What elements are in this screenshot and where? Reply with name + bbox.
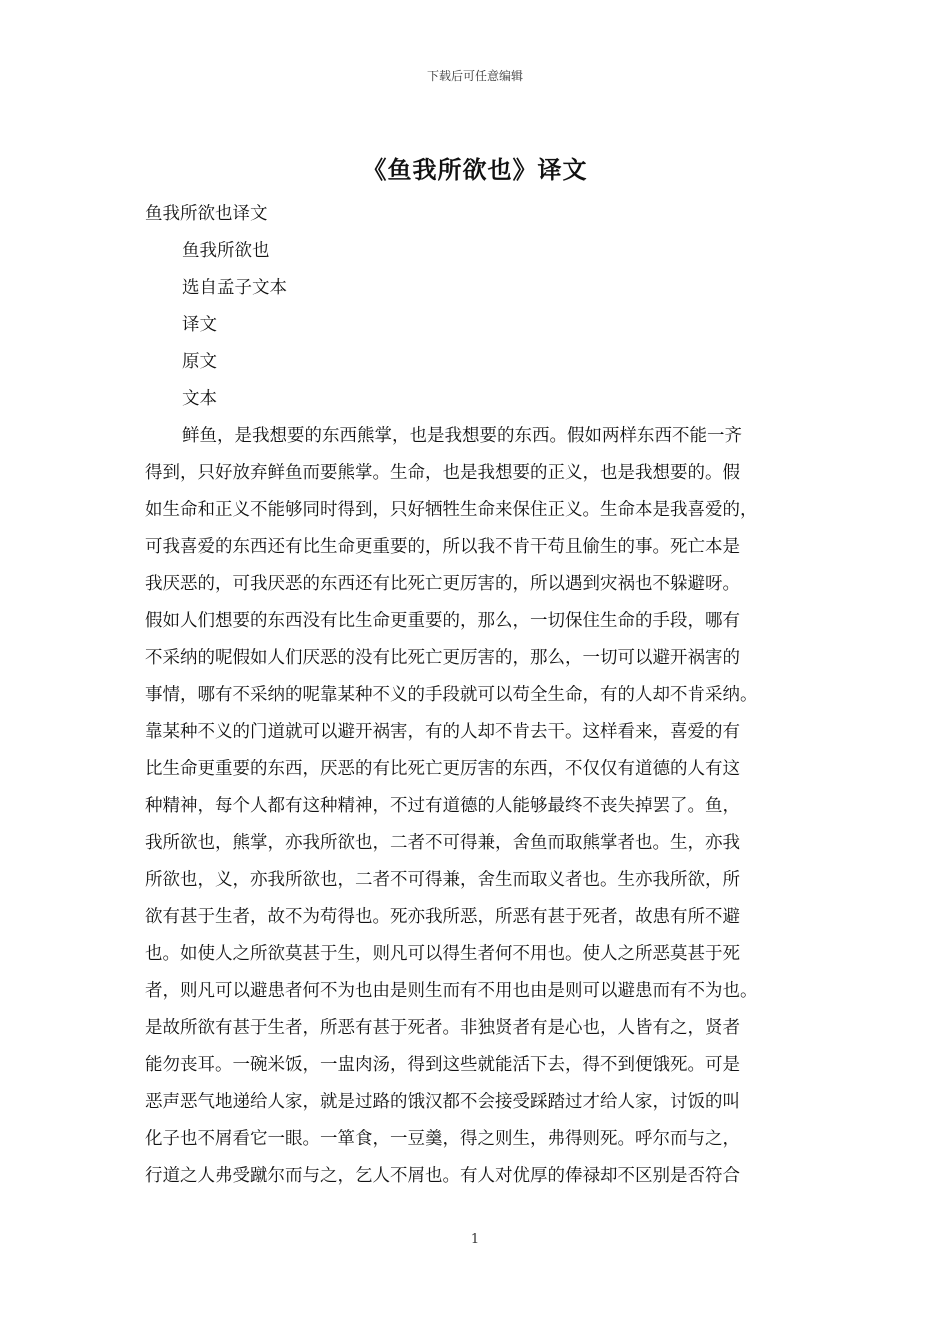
body-line: 化子也不屑看它一眼。一箪食，一豆羹，得之则生，弗得则死。呼尔而与之， [145, 1129, 740, 1149]
body-line: 我厌恶的，可我厌恶的东西还有比死亡更厉害的，所以遇到灾祸也不躲避呀。 [145, 574, 740, 594]
document-title: 《鱼我所欲也》译文 [362, 155, 588, 184]
meta-line: 译文 [182, 315, 217, 335]
subtitle-line: 鱼我所欲也译文 [145, 204, 268, 224]
body-line: 能勿丧耳。一碗米饭，一盅肉汤，得到这些就能活下去，得不到便饿死。可是 [145, 1055, 740, 1075]
body-line: 鲜鱼，是我想要的东西熊掌，也是我想要的东西。假如两样东西不能一齐 [182, 426, 742, 446]
body-line: 所欲也，义，亦我所欲也，二者不可得兼，舍生而取义者也。生亦我所欲，所 [145, 870, 740, 890]
body-line: 靠某种不义的门道就可以避开祸害，有的人却不肯去干。这样看来，喜爱的有 [145, 722, 740, 742]
body-line: 不采纳的呢假如人们厌恶的没有比死亡更厉害的，那么，一切可以避开祸害的 [145, 648, 740, 668]
page-header: 下载后可任意编辑 [426, 69, 523, 83]
meta-line: 选自孟子文本 [182, 278, 287, 298]
body-line: 假如人们想要的东西没有比生命更重要的，那么，一切保住生命的手段，哪有 [145, 611, 740, 631]
body-line: 如生命和正义不能够同时得到，只好牺牲生命来保住正义。生命本是我喜爱的， [145, 500, 758, 520]
body-line: 得到，只好放弃鲜鱼而要熊掌。生命，也是我想要的正义，也是我想要的。假 [145, 463, 740, 483]
body-line: 可我喜爱的东西还有比生命更重要的，所以我不肯干苟且偷生的事。死亡本是 [145, 537, 740, 557]
body-line: 者，则凡可以避患者何不为也由是则生而有不用也由是则可以避患而有不为也。 [145, 981, 758, 1001]
body-line: 事情，哪有不采纳的呢靠某种不义的手段就可以苟全生命，有的人却不肯采纳。 [145, 685, 758, 705]
body-line: 行道之人弗受蹴尔而与之，乞人不屑也。有人对优厚的俸禄却不区别是否符合 [145, 1166, 740, 1186]
page-number: 1 [470, 1232, 480, 1247]
body-line: 欲有甚于生者，故不为苟得也。死亦我所恶，所恶有甚于死者，故患有所不避 [145, 907, 740, 927]
meta-lines [145, 233, 805, 418]
body-line: 比生命更重要的东西，厌恶的有比死亡更厉害的东西，不仅仅有道德的人有这 [145, 759, 740, 779]
body-line: 也。如使人之所欲莫甚于生，则凡可以得生者何不用也。使人之所恶莫甚于死 [145, 944, 740, 964]
document-body [145, 196, 805, 1195]
meta-line: 鱼我所欲也 [182, 241, 270, 261]
body-line: 我所欲也，熊掌，亦我所欲也，二者不可得兼，舍鱼而取熊掌者也。生，亦我 [145, 833, 740, 853]
meta-line: 文本 [182, 389, 217, 409]
body-text [145, 418, 805, 1195]
body-line: 种精神，每个人都有这种精神，不过有道德的人能够最终不丧失掉罢了。鱼， [145, 796, 740, 816]
meta-line: 原文 [182, 352, 217, 372]
body-line: 恶声恶气地递给人家，就是过路的饿汉都不会接受踩踏过才给人家，讨饭的叫 [145, 1092, 740, 1112]
body-line: 是故所欲有甚于生者，所恶有甚于死者。非独贤者有是心也，人皆有之，贤者 [145, 1018, 740, 1038]
